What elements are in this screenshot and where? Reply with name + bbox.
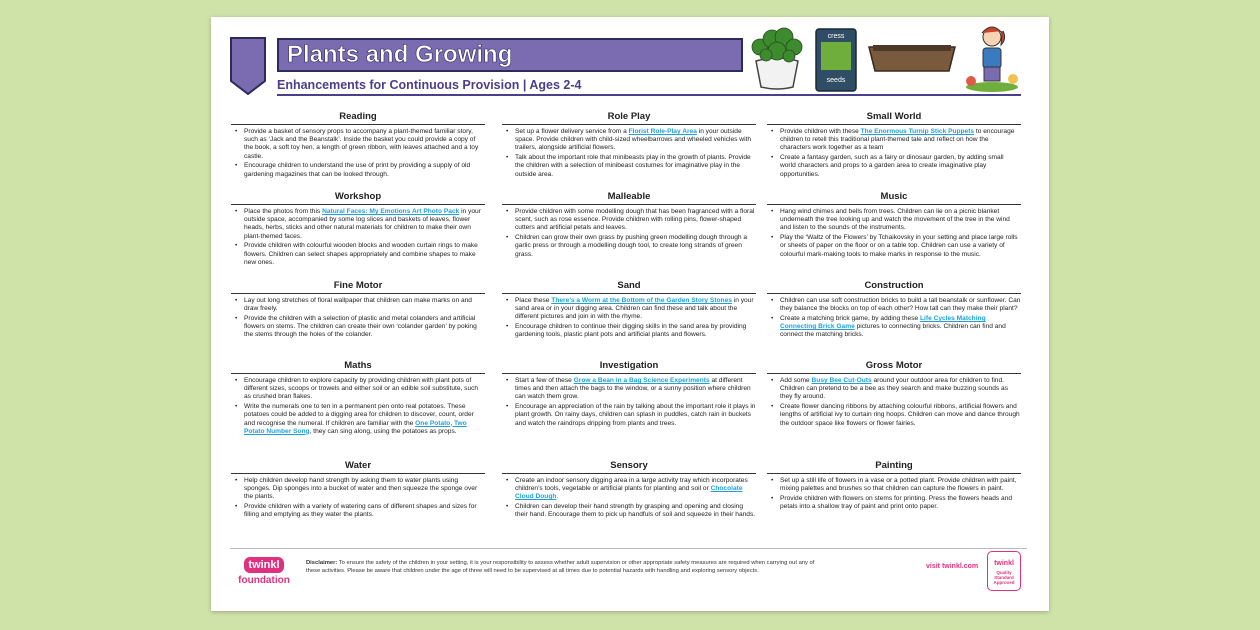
section-heading: Malleable	[502, 191, 756, 205]
resource-link[interactable]: Florist Role-Play Area	[628, 128, 697, 135]
section-heading: Painting	[767, 460, 1021, 474]
item-text: Set up a still life of flowers in a vase or a potted plant. Provide children with paint, mixing palettes and brushes so that children can capture the flowers in paint.	[780, 477, 1017, 493]
item-text: Children can grow their own grass by pushing green modelling dough through a garlic press or through a modelling dough tool, to create long strands of green grass.	[515, 234, 748, 258]
logo-bottom-text: foundation	[238, 575, 290, 586]
item-text: Play the ‘Waltz of the Flowers’ by Tchaikovsky in your setting and place large rolls or sheets of paper on the floor or on a table top. Children can use a variety of colourful mark-making tools to make marks in response to the music.	[780, 234, 1018, 258]
section-heading: Sand	[502, 280, 756, 294]
item-text: at different times and then attach the bags to the window, or a sunny position where children can watch them grow.	[515, 377, 751, 401]
list-item	[515, 403, 756, 428]
list-item	[780, 208, 1021, 233]
bullet-list	[767, 208, 1021, 259]
item-text: Provide children with flowers on stems for printing. Press the flowers heads and petals into a shallow tray of paint and print onto paper.	[780, 494, 1012, 511]
list-item	[515, 234, 756, 259]
item-text: Help children develop hand strength by asking them to water plants using sponges. Dip sponges into a bucket of water and then squeeze the sponge over the plants.	[244, 477, 478, 501]
item-text: in your outside space. Provide children with child-sized wheelbarrows and wheeled vehicles with trailers, alongside artificial flowers.	[515, 128, 752, 152]
list-item	[780, 154, 1021, 179]
bullet-list	[502, 128, 756, 179]
section-investigation	[502, 360, 756, 429]
item-text: Place the photos from this	[244, 208, 323, 215]
item-text: Children can develop their hand strength by grasping and opening and closing their hand. Encourage them to pick up handfuls of soil and squeeze in their hands.	[515, 503, 756, 519]
bullet-list	[502, 377, 756, 428]
resource-link[interactable]: Life Cycles Matching Connecting Brick Game	[780, 314, 986, 331]
resource-link[interactable]: Chocolate Cloud Dough	[515, 485, 743, 501]
resource-link[interactable]: There’s a Worm at the Bottom of the Garden Story Stones	[551, 297, 732, 304]
disclaimer	[306, 560, 826, 575]
item-text: Hang wind chimes and bells from trees. Children can lie on a picnic blanket underneath the tree looking up and watch the movement of the tree in the wind and listen to the sounds of the instruments.	[780, 208, 1010, 232]
footer-divider	[230, 548, 1027, 549]
list-item	[244, 162, 485, 178]
section-heading: Music	[767, 191, 1021, 205]
list-item	[780, 495, 1021, 511]
section-fine-motor	[231, 280, 485, 341]
section-sand	[502, 280, 756, 341]
list-item	[515, 323, 756, 339]
section-heading: Construction	[767, 280, 1021, 294]
header-divider	[277, 94, 1021, 96]
resource-link[interactable]: Grow a Bean in a Bag Science Experiments	[573, 377, 710, 384]
section-heading: Investigation	[502, 360, 756, 374]
list-item	[515, 297, 756, 322]
bullet-list	[767, 377, 1021, 428]
bullet-list	[502, 477, 756, 520]
item-text: Lay out long stretches of floral wallpaper that children can make marks on and draw freely.	[244, 297, 472, 313]
page-subtitle: Enhancements for Continuous Provision | Ages 2-4	[277, 78, 582, 92]
item-text: .	[556, 493, 559, 501]
section-heading: Fine Motor	[231, 280, 485, 294]
potted-cress-icon	[746, 25, 808, 91]
item-text: Encourage children to explore capacity by providing children with plant pots of different sizes, scoops or trowels and either soil or an edible soil substitute, such as crushed bran flakes.	[244, 377, 479, 401]
resource-sheet	[211, 17, 1049, 611]
section-gross-motor	[767, 360, 1021, 429]
item-text: Provide children with colourful wooden blocks and wooden curtain rings to make flowers. Children can select shapes appropriately and combine shapes to make new ones.	[244, 242, 478, 266]
resource-link[interactable]: Busy Bee Cut-Outs	[811, 377, 872, 384]
section-heading: Water	[231, 460, 485, 474]
list-item	[780, 403, 1021, 428]
item-text: Place these	[515, 297, 552, 304]
list-item	[515, 377, 756, 402]
title-banner	[277, 38, 743, 72]
seed-packet-icon	[813, 26, 859, 94]
list-item	[244, 208, 485, 241]
seed-tray-icon	[865, 41, 959, 77]
list-item	[244, 242, 485, 267]
item-text: Create an indoor sensory digging area in a large activity tray which incorporates children’s tools, vegetable or artificial plants for planting and soil or	[515, 477, 748, 493]
list-item	[244, 403, 485, 436]
list-item	[515, 154, 756, 179]
section-small-world	[767, 111, 1021, 180]
item-text: Provide the children with a selection of plastic and metal colanders and artificial flowers on stems. The children can create their own ‘colander garden’ by poking the stems through the holes of the colander.	[244, 314, 477, 339]
item-text: Provide children with some modelling dough that has been fragranced with a floral scent, such as rose essence. Provide children with rolling pins, flower-shaped cutters and artificial petals and leaves.	[515, 208, 755, 232]
section-construction	[767, 280, 1021, 341]
list-item	[244, 377, 485, 402]
resource-link[interactable]: The Enormous Turnip Stick Puppets	[860, 128, 975, 135]
resource-link[interactable]: One Potato, Two Potato Number Song	[244, 419, 467, 435]
item-text: in your sand area or in your digging area. Children can find these and talk about the different pictures and join in with the rhyme.	[515, 297, 754, 321]
bullet-list	[767, 128, 1021, 179]
item-text: around your outdoor area for children to find. Children can pretend to be a bee as they search and make buzzing sounds as they fly around.	[780, 377, 1008, 401]
bullet-list	[231, 477, 485, 520]
quality-badge	[987, 551, 1021, 591]
section-workshop	[231, 191, 485, 268]
item-text: Create flower dancing ribbons by attaching colourful ribbons, artificial flowers and lengths of artificial ivy to curtain ring hoops. Children can move and dance through the outdoor space like flowers or flower fairies.	[780, 403, 1020, 427]
list-item	[515, 128, 756, 153]
section-sensory	[502, 460, 756, 521]
badge-top-text: twinkl	[994, 560, 1014, 567]
visit-twinkl-link[interactable]: visit twinkl.com	[926, 563, 979, 570]
item-text: , they can sing along, using the potatoes as props.	[309, 427, 457, 435]
item-text: Provide children with a variety of watering cans of different shapes and sizes for filling and emptying as they water the plants.	[244, 503, 477, 519]
list-item	[244, 477, 485, 502]
item-text: Set up a flower delivery service from a	[515, 128, 629, 135]
section-reading	[231, 111, 485, 180]
bookmark-tab-icon	[230, 37, 266, 95]
bullet-list	[767, 297, 1021, 340]
bullet-list	[502, 297, 756, 340]
child-gardening-icon	[963, 21, 1021, 93]
disclaimer-text: To ensure the safety of the children in your setting, it is your responsibility to assess whether adult supervision or other appropriate safety measures are required when carrying out any of these activities. Please be aware that children under the age of three will need to be supervised at all times due to potential hazards with handling and exploring sensory objects.	[306, 560, 815, 574]
list-item	[244, 297, 485, 313]
list-item	[780, 377, 1021, 402]
list-item	[780, 477, 1021, 493]
bullet-list	[502, 208, 756, 259]
badge-bottom-text: Quality Standard Approved	[993, 570, 1015, 585]
item-text: Children can use soft construction bricks to build a tall beanstalk or sunflower. Can they balance the blocks on top of each other? How tall can they make their plant?	[780, 297, 1021, 313]
bullet-list	[231, 208, 485, 267]
section-music	[767, 191, 1021, 260]
twinkl-foundation-logo	[238, 555, 290, 601]
list-item	[244, 503, 485, 519]
section-heading: Sensory	[502, 460, 756, 474]
bullet-list	[231, 377, 485, 436]
seed-packet-top-label: cress	[827, 33, 845, 40]
section-malleable	[502, 191, 756, 260]
list-item	[780, 297, 1021, 313]
list-item	[780, 234, 1021, 259]
item-text: Encourage children to understand the use of print by providing a supply of old gardening magazines that can be looked through.	[244, 162, 471, 178]
list-item	[780, 128, 1021, 153]
item-text: Add some	[780, 377, 812, 384]
item-text: Encourage an appreciation of the rain by talking about the important role it plays in plant growth. On rainy days, children can splash in puddles, catch rain in buckets and watch the raindrops dripping from plants and trees.	[515, 403, 756, 427]
item-text: Talk about the important role that minibeasts play in the growth of plants. Provide the children with a selection of minibeast costumes for imaginative play in the outside area.	[515, 154, 751, 178]
list-item	[515, 208, 756, 233]
list-item	[244, 128, 485, 161]
list-item	[515, 503, 756, 519]
item-text: Create a matching brick game, by adding these	[780, 314, 921, 322]
bullet-list	[231, 128, 485, 179]
resource-link[interactable]: Natural Faces: My Emotions Art Photo Pack	[322, 208, 460, 215]
list-item	[244, 315, 485, 340]
item-text: Encourage children to continue their digging skills in the sand area by providing gardening tools, plastic plant pots and artificial plants and flowers.	[515, 323, 747, 339]
page-title: Plants and Growing	[287, 41, 513, 68]
section-heading: Workshop	[231, 191, 485, 205]
logo-top-text: twinkl	[244, 557, 283, 573]
disclaimer-label: Disclaimer:	[306, 560, 338, 566]
section-painting	[767, 460, 1021, 513]
section-heading: Maths	[231, 360, 485, 374]
section-role-play	[502, 111, 756, 180]
bullet-list	[231, 297, 485, 340]
section-maths	[231, 360, 485, 437]
item-text: Provide a basket of sensory props to accompany a plant-themed familiar story, such as ‘Jack and the Beanstalk’. Inside the basket you could provide a copy of the book, a soft toy hen, a length of green ribbon, with leaves attached and a toy castle.	[244, 128, 479, 160]
item-text: pictures to connecting bricks. Children can find and connect the matching bricks.	[780, 323, 1006, 339]
item-text: in your outside space, accompanied by some log slices and baskets of leaves, flower heads, herbs, sticks and other natural materials for children to make their own plant-themed faces.	[244, 208, 481, 240]
section-heading: Gross Motor	[767, 360, 1021, 374]
list-item	[515, 477, 756, 502]
item-text: Create a fantasy garden, such as a fairy or dinosaur garden, by adding small world characters and props to a garden area to create imaginative play opportunities.	[780, 154, 1004, 178]
item-text: Start a few of these	[515, 377, 574, 384]
seed-packet-bottom-label: seeds	[826, 77, 846, 84]
section-heading: Small World	[767, 111, 1021, 125]
item-text: Provide children with these	[780, 128, 861, 135]
section-heading: Reading	[231, 111, 485, 125]
section-water	[231, 460, 485, 521]
item-text: Write the numerals one to ten in a permanent pen onto real potatoes. These potatoes could be added to a digging area for children to discover, count, order and recognise the numeral. If children are familiar with the	[244, 403, 474, 427]
item-text: to encourage children to retell this traditional plant-themed tale and reflect on how the characters work together as a team	[780, 128, 1015, 152]
section-heading: Role Play	[502, 111, 756, 125]
list-item	[780, 315, 1021, 340]
bullet-list	[767, 477, 1021, 511]
